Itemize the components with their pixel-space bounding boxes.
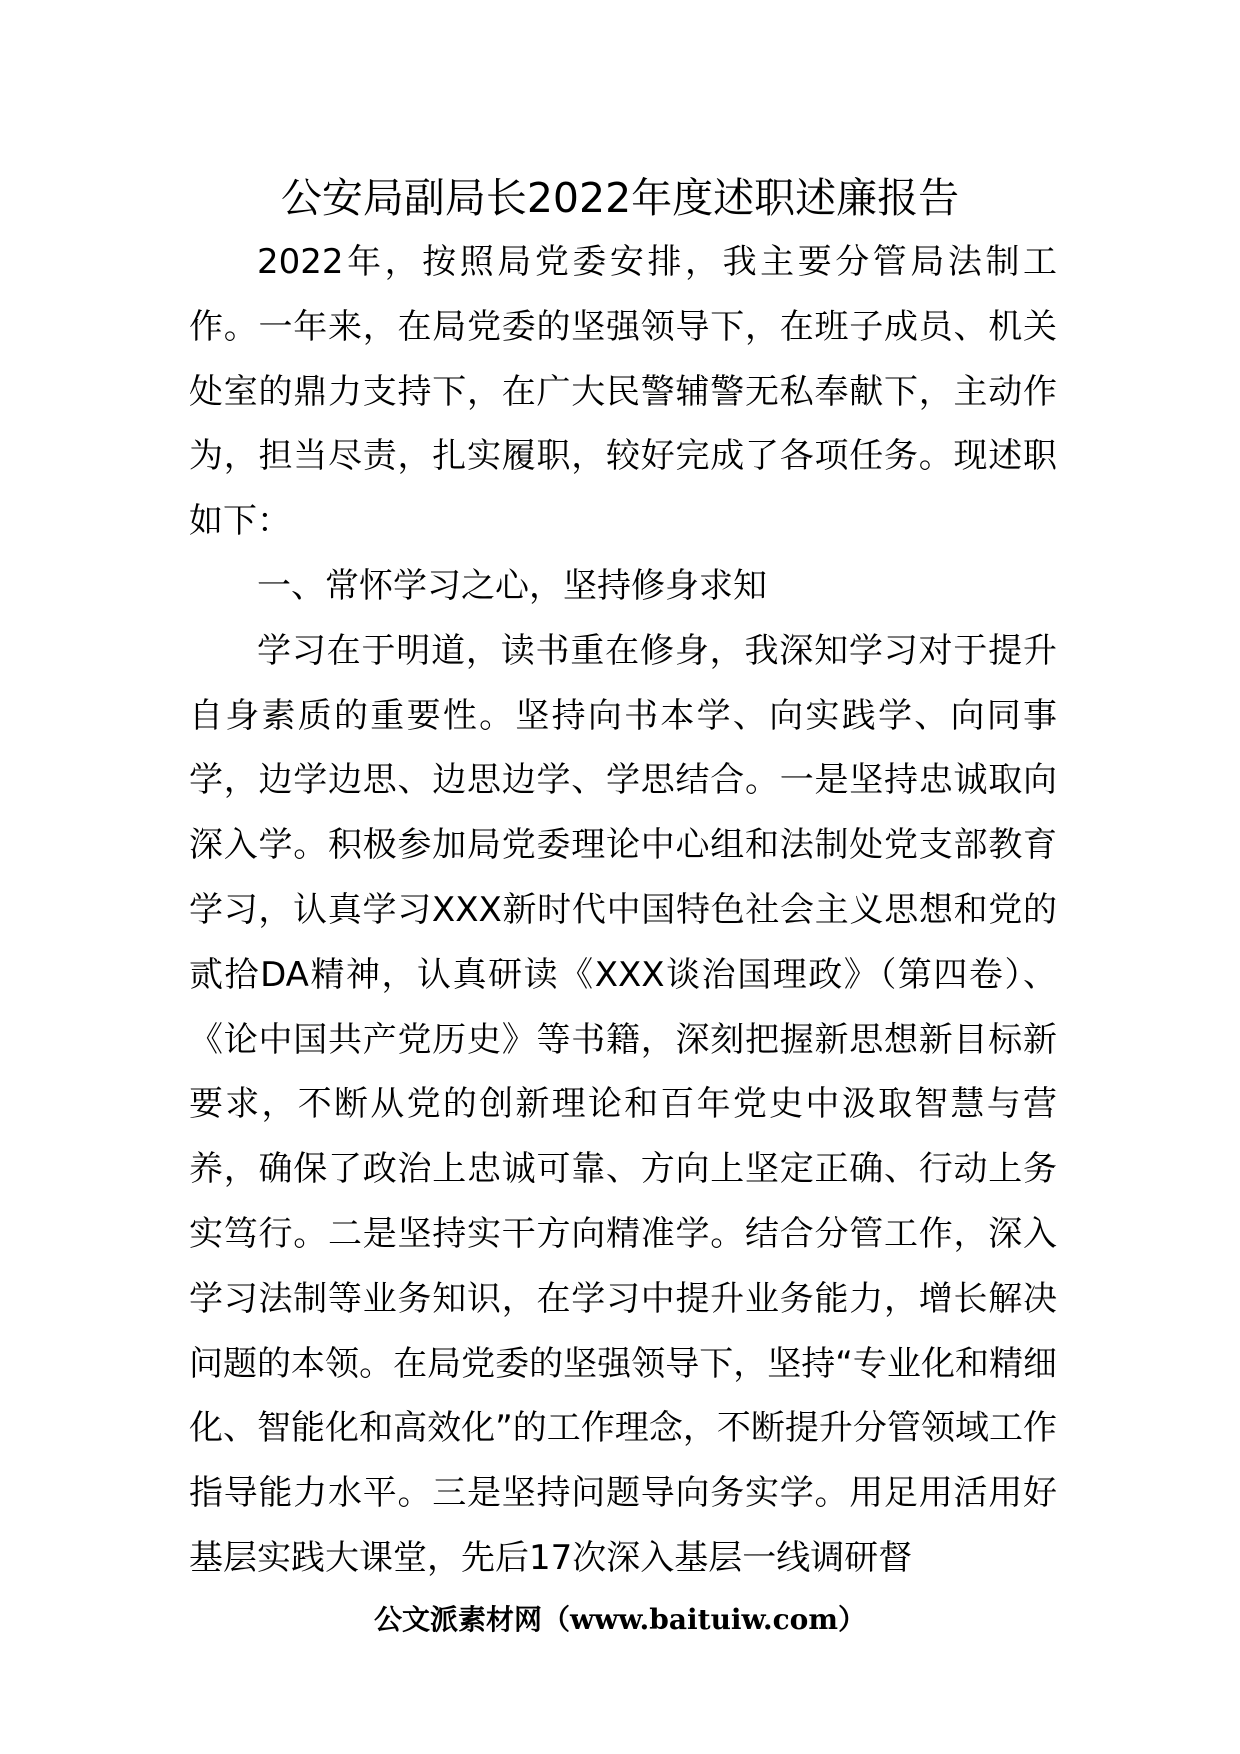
document-body <box>189 230 1057 1591</box>
section-1-paragraph: 学习在于明道，读书重在修身，我深知学习对于提升自身素质的重要性。坚持向书本学、向实践学、向同事学，边学边思、边思边学、学思结合。一是坚持忠诚取向深入学。积极参加局党委理论中心组和法制处党支部教育学习，认真学习XXX新时代中国特色社会主义思想和党的贰拾DA精神，认真研读《XXX谈治国理政》（第四卷）、《论中国共产党历史》等书籍，深刻把握新思想新目标新要求，不断从党的创新理论和百年党史中汲取智慧与营养，确保了政治上忠诚可靠、方向上坚定正确、行动上务实笃行。二是坚持实干方向精准学。结合分管工作，深入学习法制等业务知识，在学习中提升业务能力，增长解决问题的本领。在局党委的坚强领导下，坚持“专业化和精细化、智能化和高效化”的工作理念，不断提升分管领域工作指导能力水平。三是坚持问题导向务实学。用足用活用好基层实践大课堂，先后17次深入基层一线调研督 <box>189 630 1057 1578</box>
intro-paragraph: 2022年，按照局党委安排，我主要分管局法制工作。一年来，在局党委的坚强领导下，在班子成员、机关处室的鼎力支持下，在广大民警辅警无私奉献下，主动作为，担当尽责，扎实履职，较好完成了各项任务。现述职如下： <box>189 242 1057 542</box>
section-heading-1: 一、常怀学习之心，坚持修身求知 <box>257 565 767 606</box>
footer-watermark: 公文派素材网（www.baituiw.com） <box>374 1603 866 1636</box>
document-title: 公安局副局长2022年度述职述廉报告 <box>280 174 960 222</box>
